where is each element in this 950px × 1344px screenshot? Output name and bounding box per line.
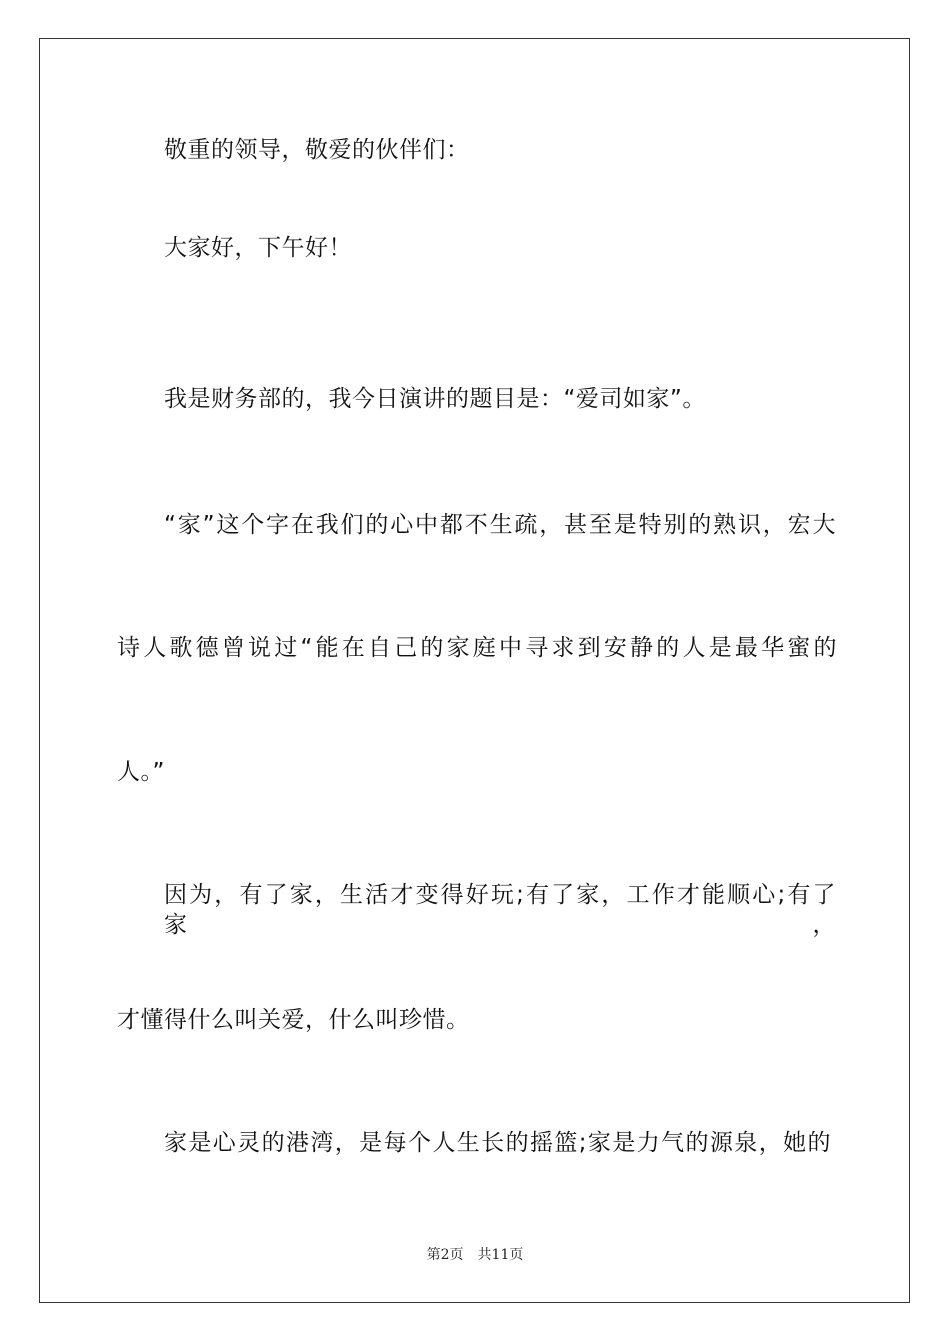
intro-line: 我是财务部的，我今日演讲的题目是：“爱司如家”。 [164,386,706,412]
page-number: 第2页 [426,1247,464,1263]
page-total: 共11页 [477,1247,524,1263]
paragraph-line: 因为，有了家，生活才变得好玩;有了家，工作才能顺心;有了家， [164,882,836,938]
page-footer [0,1246,950,1264]
paragraph-line: 才懂得什么叫关爱，什么叫珍惜。 [117,1007,470,1033]
paragraph-line: 人。” [117,759,165,785]
greeting-line: 大家好，下午好！ [164,235,352,261]
page-frame [39,38,910,1303]
paragraph-line: “家”这个字在我们的心中都不生疏，甚至是特别的熟识，宏大 [164,512,836,538]
paragraph-line: 诗人歌德曾说过“能在自己的家庭中寻求到安静的人是最华蜜的 [117,635,837,661]
salutation-line: 敬重的领导，敬爱的伙伴们： [164,137,470,163]
paragraph-line: 家是心灵的港湾，是每个人生长的摇篮;家是力气的源泉，她的 [164,1130,831,1156]
